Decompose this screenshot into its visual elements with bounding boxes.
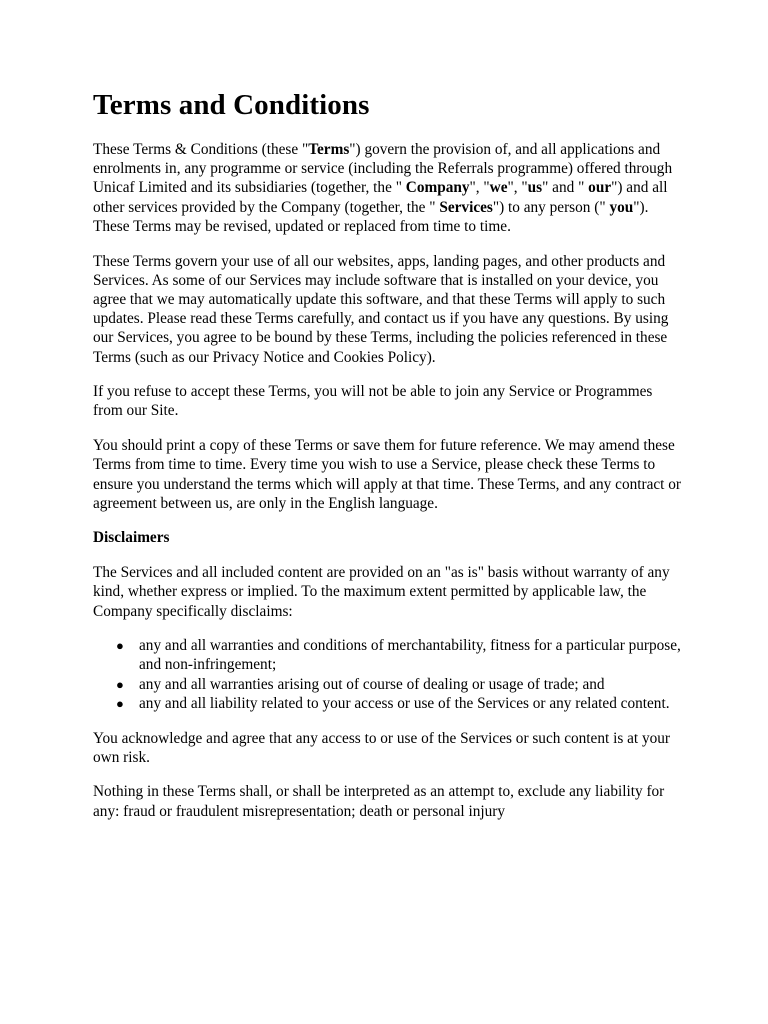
list-item bbox=[116, 675, 683, 694]
intro-text-2: ") govern the provision of, and all applications and enrolments in, any programme or service (including the Referrals programme) offered through Unicaf Limited and its subsidiaries (together, the " bbox=[93, 141, 673, 197]
list-item-text: any and all warranties arising out of course of dealing or usage of trade; and bbox=[139, 675, 605, 693]
term-our: our bbox=[588, 179, 612, 197]
list-item-text: any and all liability related to your access or use of the Services or any related content. bbox=[139, 694, 670, 712]
liability-paragraph: Nothing in these Terms shall, or shall be interpreted as an attempt to, exclude any liability for any: fraud or fraudulent misrepresentation; death or personal injury bbox=[93, 783, 665, 820]
list-item bbox=[116, 694, 683, 713]
bullet-icon: ● bbox=[116, 638, 124, 654]
risk-paragraph: You acknowledge and agree that any access to or use of the Services or such content is at your own risk. bbox=[93, 729, 671, 766]
term-us: us bbox=[527, 179, 543, 197]
term-you: you bbox=[609, 198, 634, 216]
disclaimers-heading: Disclaimers bbox=[93, 529, 170, 547]
term-company: Company bbox=[405, 179, 470, 197]
document-page bbox=[93, 88, 683, 836]
terms-usage-paragraph: These Terms govern your use of all our websites, apps, landing pages, and other products and Services. As some of our Services may include software that is installed on your device, you agree that we may automatically update this software, and that these Terms will apply to such updates. Please read these Terms carefully, and contact us if you have any questions. By using our Services, you agree to be bound by these Terms, including the policies referenced in these Terms (such as our Privacy Notice and Cookies Policy). bbox=[93, 252, 669, 366]
disclaimer-list bbox=[93, 636, 683, 713]
intro-text-7: ") to any person (" bbox=[492, 198, 610, 216]
intro-text-6: ") and all other services provided by the Company (together, the " bbox=[93, 179, 668, 216]
term-terms: Terms bbox=[308, 141, 350, 158]
bullet-icon: ● bbox=[116, 695, 124, 711]
bullet-icon: ● bbox=[116, 676, 124, 692]
intro-text-4: ", " bbox=[507, 179, 528, 197]
list-item bbox=[116, 636, 683, 674]
intro-text-3: ", " bbox=[469, 179, 490, 197]
page-title: Terms and Conditions bbox=[93, 89, 370, 121]
intro-text-5: " and " bbox=[542, 179, 589, 197]
intro-paragraph bbox=[93, 140, 683, 236]
refusal-paragraph: If you refuse to accept these Terms, you will not be able to join any Service or Programmes from our Site. bbox=[93, 383, 653, 420]
term-services: Services bbox=[439, 198, 493, 216]
print-copy-paragraph: You should print a copy of these Terms or save them for future reference. We may amend these Terms from time to time. Every time you wish to use a Service, please check these Terms to ensure you understand the terms which will apply at that time. These Terms, and any contract or agreement between us, are only in the English language. bbox=[93, 437, 681, 512]
intro-text-1: These Terms & Conditions (these " bbox=[93, 141, 309, 158]
intro-text-8: "). These Terms may be revised, updated or replaced from time to time. bbox=[93, 198, 649, 235]
list-item-text: any and all warranties and conditions of merchantability, fitness for a particular purpose, and non-infringement; bbox=[139, 637, 681, 674]
disclaimers-intro: The Services and all included content are provided on an "as is" basis without warranty of any kind, whether express or implied. To the maximum extent permitted by applicable law, the Company specifically disclaims: bbox=[93, 564, 670, 620]
term-we: we bbox=[489, 179, 508, 197]
